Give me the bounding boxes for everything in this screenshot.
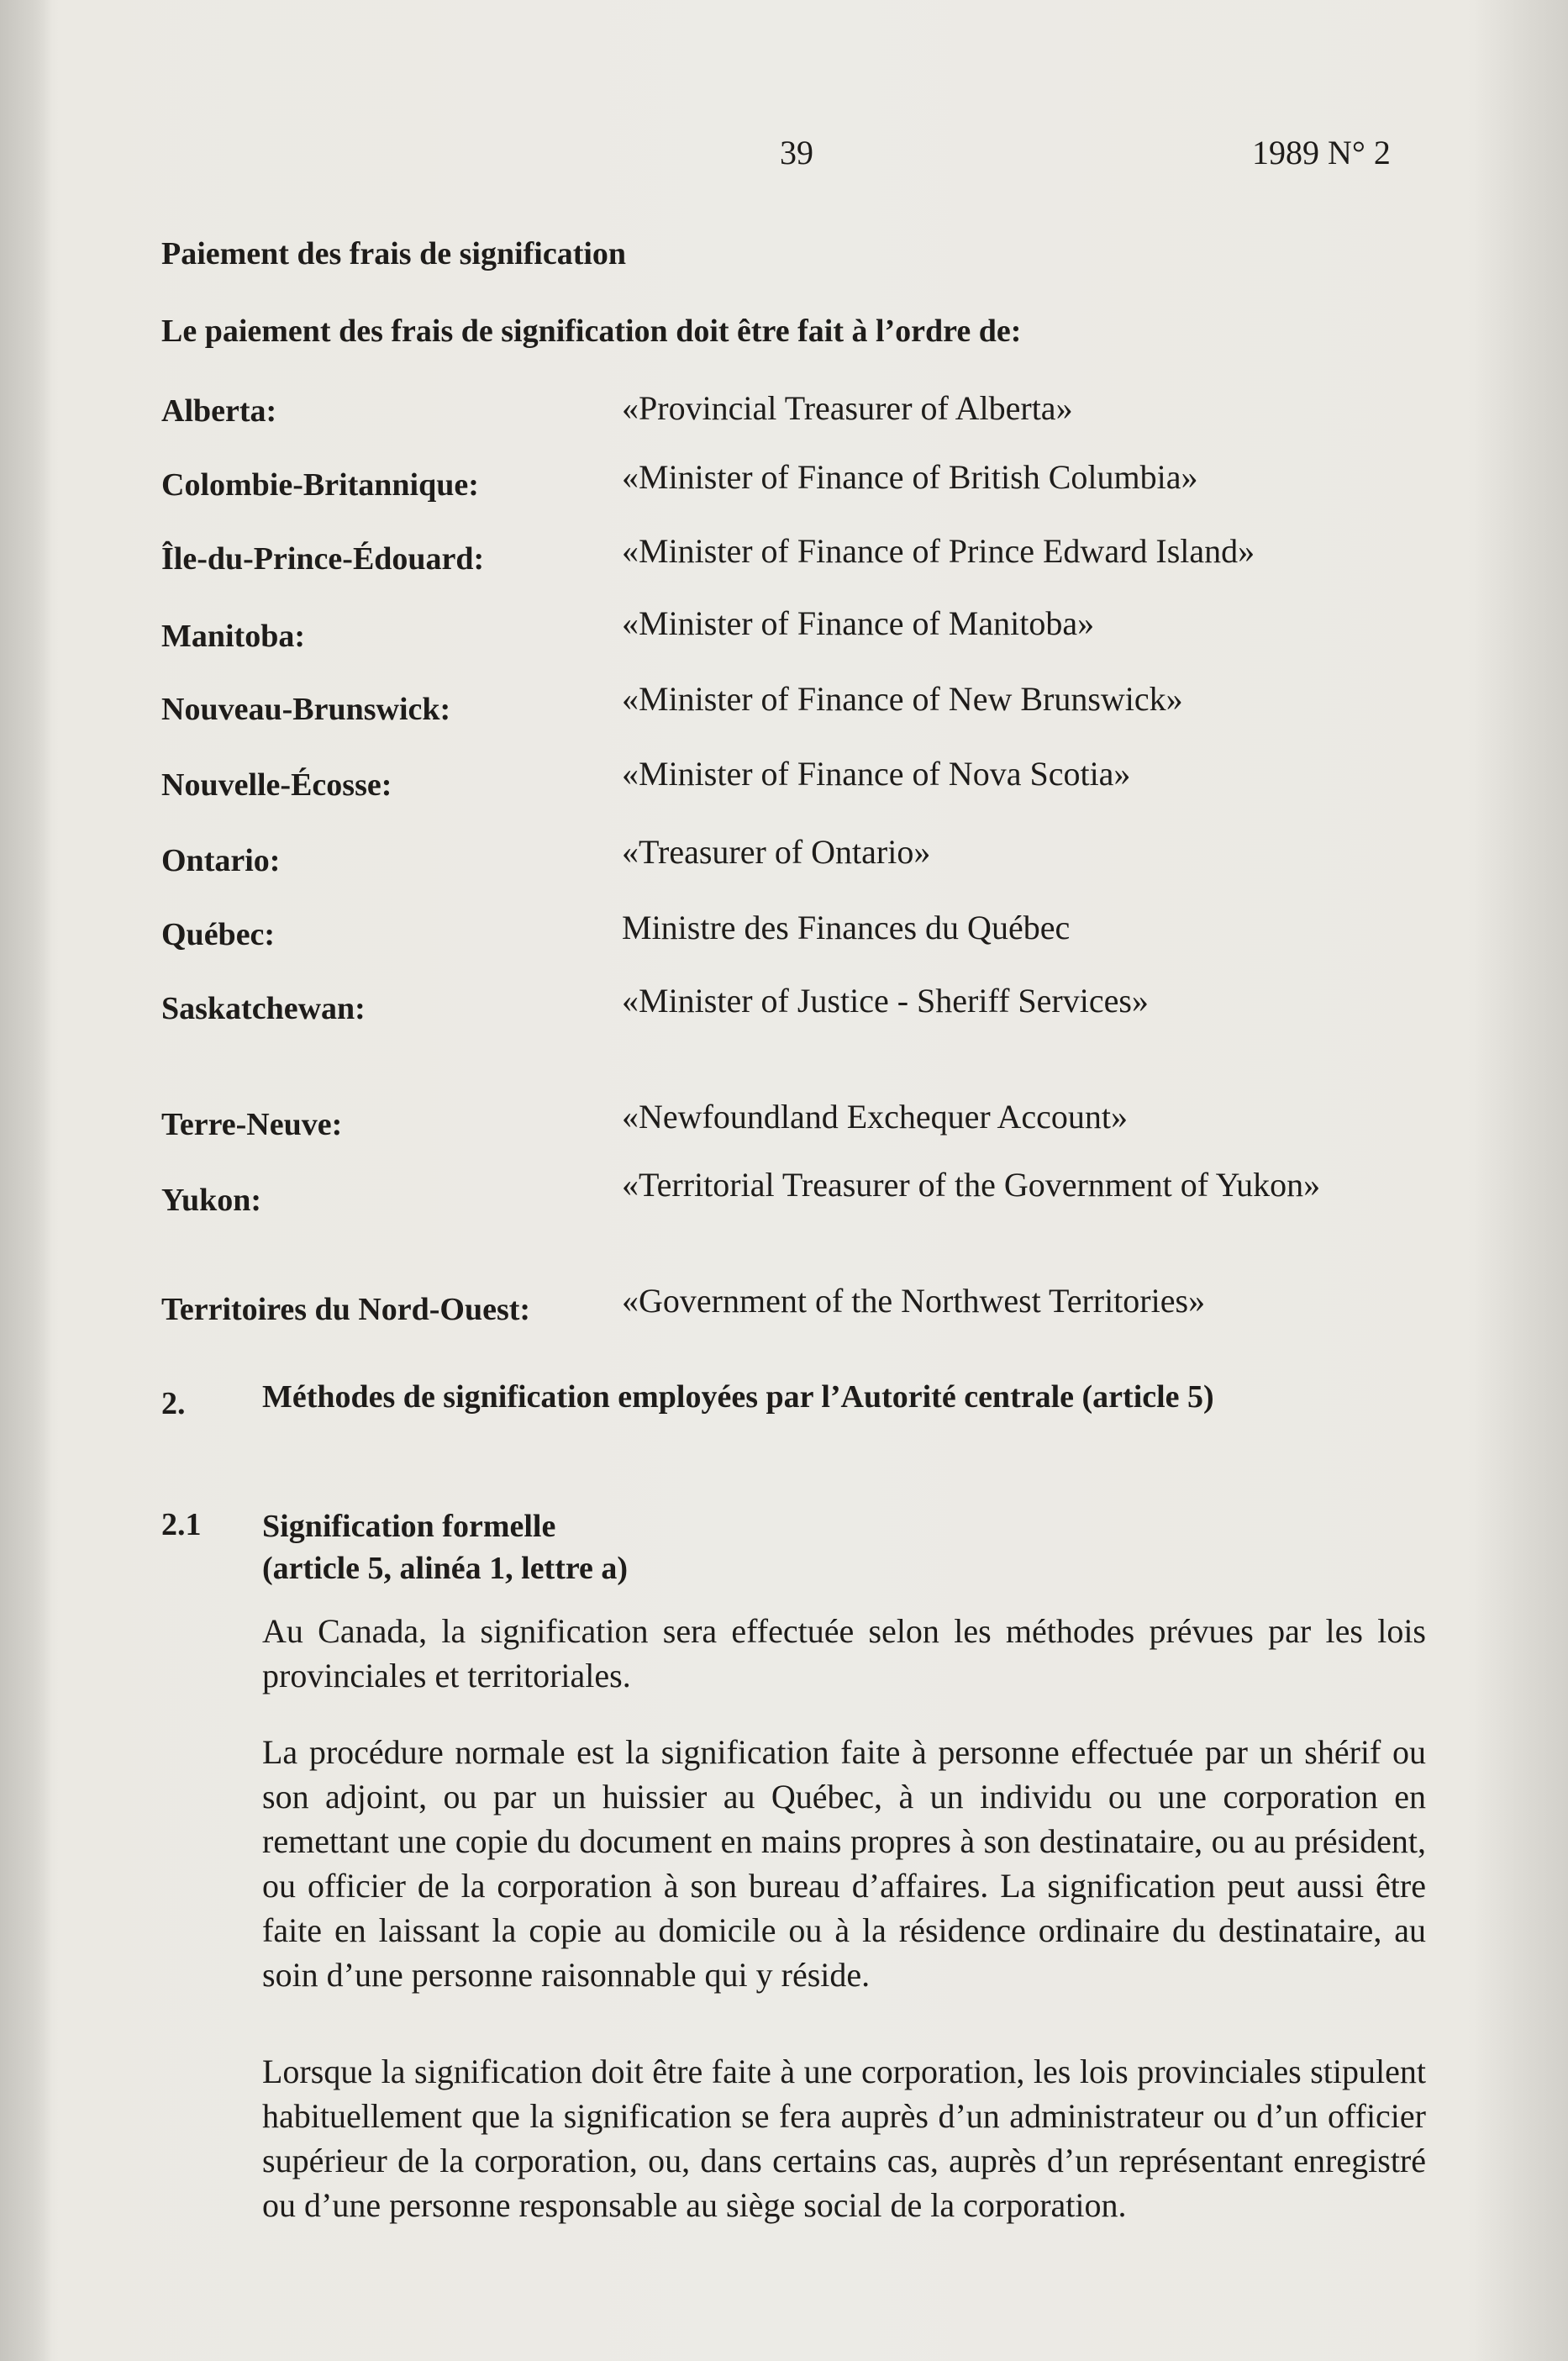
payee-name: «Government of the Northwest Territories» bbox=[622, 1282, 1206, 1320]
payee-name: «Minister of Finance of Prince Edward Island» bbox=[622, 532, 1255, 570]
province-name: Saskatchewan: bbox=[161, 991, 366, 1026]
payee-name: Ministre des Finances du Québec bbox=[622, 909, 1071, 946]
section-title: Méthodes de signification employées par l’Autorité centrale (article 5) bbox=[262, 1379, 1214, 1415]
payee-name: «Minister of Finance of Nova Scotia» bbox=[622, 755, 1131, 793]
subsection-number: 2.1 bbox=[161, 1507, 202, 1542]
body-paragraph: Lorsque la signification doit être faite à une corporation, les lois provinciales stipulent habituellement que la signification se fera auprès d’un administrateur ou d’un officier supérieur de la corporation, ou, dans certains cas, auprès d’un représentant enregistré ou d’une personne responsable au siège social de la corporation. bbox=[262, 2053, 1426, 2224]
province-name: Manitoba: bbox=[161, 619, 305, 654]
province-name: Yukon: bbox=[161, 1183, 262, 1218]
payee-name: «Territorial Treasurer of the Government of Yukon» bbox=[622, 1166, 1321, 1204]
book-spine-shadow bbox=[0, 0, 52, 2361]
page-edge-shadow bbox=[1467, 0, 1568, 2361]
province-name: Alberta: bbox=[161, 393, 277, 429]
payee-name: «Provincial Treasurer of Alberta» bbox=[622, 389, 1073, 427]
section-number: 2. bbox=[161, 1386, 186, 1421]
province-name: Colombie-Britannique: bbox=[161, 467, 479, 503]
page-number: 39 bbox=[780, 134, 813, 171]
province-name: Québec: bbox=[161, 917, 276, 952]
payee-name: «Minister of Finance of British Columbia» bbox=[622, 458, 1198, 496]
province-name: Territoires du Nord-Ouest: bbox=[161, 1292, 531, 1327]
payee-name: «Minister of Justice - Sheriff Services» bbox=[622, 982, 1149, 1020]
province-name: Nouveau-Brunswick: bbox=[161, 692, 451, 727]
subsection-title: Signification formelle bbox=[262, 1509, 556, 1544]
payment-title: Paiement des frais de signification bbox=[161, 236, 627, 271]
province-name: Nouvelle-Écosse: bbox=[161, 767, 392, 803]
body-paragraph: La procédure normale est la signification faite à personne effectuée par un shérif ou son adjoint, ou par un huissier au Québec, à un individu ou une corporation en remettant une copie du document en mains propres à son destinataire, ou au président, ou officier de la corporation à son bureau d’affaires. La signification peut aussi être faite en laissant la copie au domicile ou à la résidence ordinaire du destinataire, au soin d’une personne raisonnable qui y réside. bbox=[262, 1733, 1426, 1994]
payee-name: «Treasurer of Ontario» bbox=[622, 833, 931, 871]
payee-name: «Newfoundland Exchequer Account» bbox=[622, 1098, 1129, 1136]
payee-name: «Minister of Finance of Manitoba» bbox=[622, 604, 1095, 642]
province-name: Île-du-Prince-Édouard: bbox=[161, 541, 485, 577]
payee-name: «Minister of Finance of New Brunswick» bbox=[622, 680, 1183, 718]
body-paragraph: Au Canada, la signification sera effectuée selon les méthodes prévues par les lois provinciales et territoriales. bbox=[262, 1612, 1426, 1694]
payment-intro: Le paiement des frais de signification doit être fait à l’ordre de: bbox=[161, 314, 1022, 349]
issue-label: 1989 N° 2 bbox=[1252, 134, 1391, 171]
province-name: Terre-Neuve: bbox=[161, 1107, 343, 1142]
subsection-subtitle: (article 5, alinéa 1, lettre a) bbox=[262, 1551, 629, 1586]
province-name: Ontario: bbox=[161, 843, 281, 878]
